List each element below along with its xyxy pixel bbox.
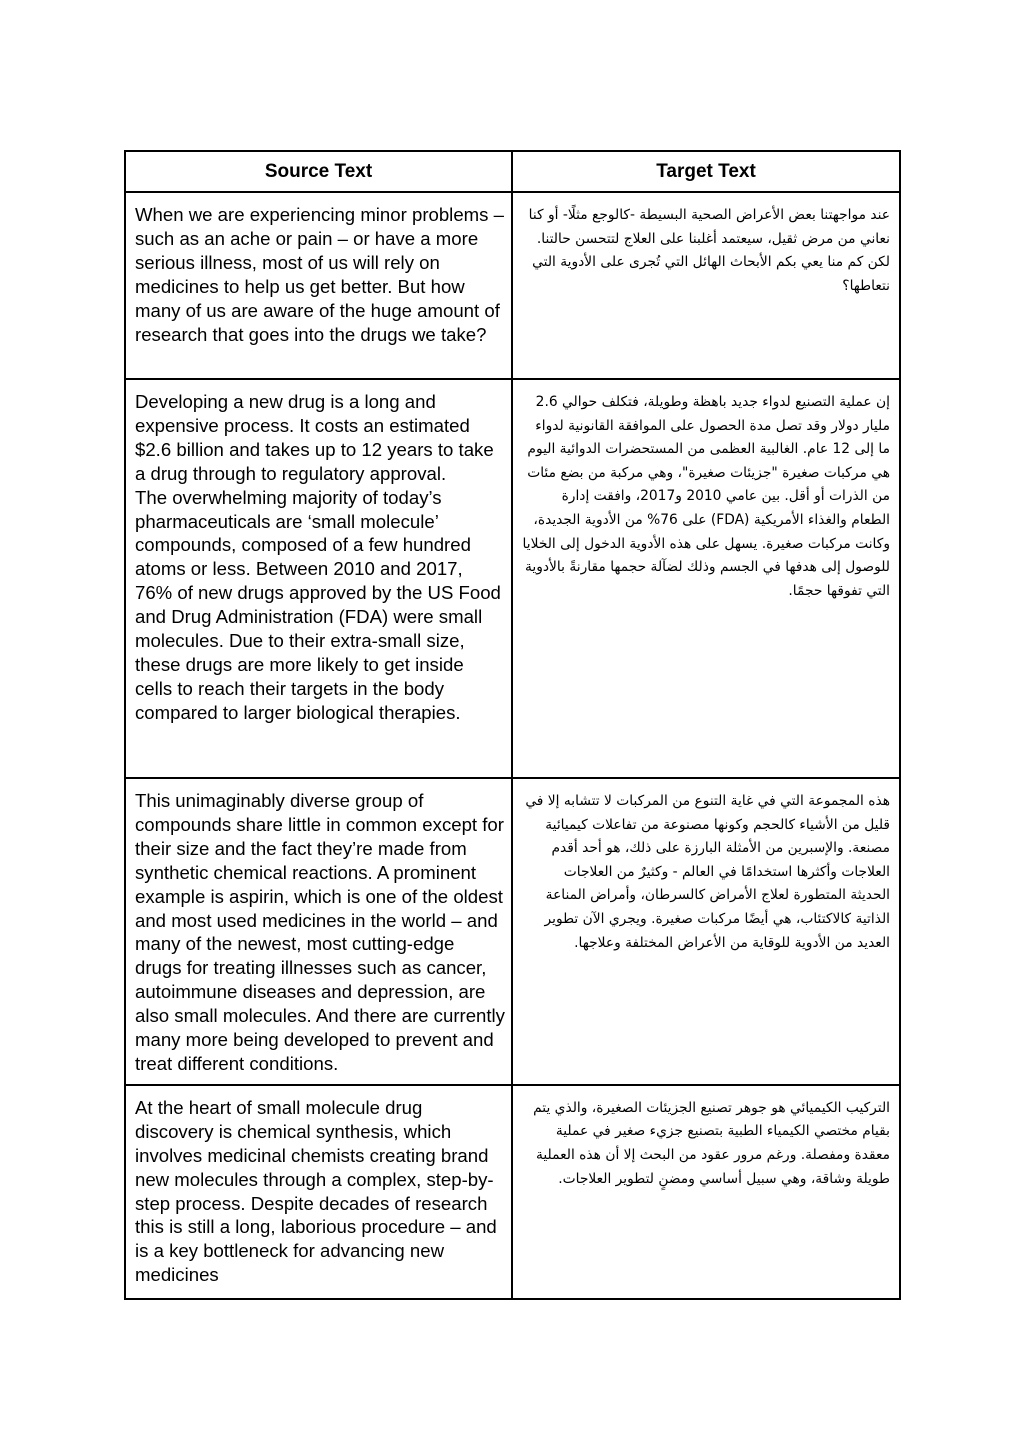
table-row	[125, 1085, 900, 1299]
target-cell	[512, 379, 900, 778]
target-paragraph: هذه المجموعة التي في غاية التنوع من المركبات لا تتشابه إلا في قليل من الأشياء كالحجم وكونها مصنوعة من تفاعلات كيميائية مصنعة. والإسبرين من الأمثلة البارزة على ذلك، هو أحد أقدم العلاجات وأكثرها استخدامًا في العالم - وكثيرٌ من العلاجات الحديثة المتطورة لعلاج الأمراض كالسرطان، وأمراض المناعة الذاتية كالاكتئاب، هي أيضًا مركبات صغيرة. ويجري الآن تطوير العديد من الأدوية للوقاية من الأعراض المختلفة وعلاجها.	[525, 793, 890, 951]
source-paragraph: At the heart of small molecule drug discovery is chemical synthesis, which involves medicinal chemists creating brand new molecules through a complex, step-by-step process. Despite decades of research this is still a long, laborious procedure – and is a key bottleneck for advancing new medicines	[135, 1096, 497, 1286]
translation-table	[124, 150, 901, 1300]
table-row	[125, 778, 900, 1085]
target-cell	[512, 1085, 900, 1299]
target-paragraph: عند مواجهتنا بعض الأعراض الصحية البسيطة -كالوجع مثلًا- أو كنا نعاني من مرض ثقيل، سيعتمد أغلبنا على العلاج لتتحسن حالتنا. لكن كم منا يعي بكم الأبحاث الهائل التي تُجرى على الأدوية التي نتعاطها؟	[528, 207, 890, 294]
target-paragraph: إن عملية التصنيع لدواء جديد باهظة وطويلة، فتكلف حوالي 2.6 مليار دولار وقد تصل مدة الحصول على الموافقة القانونية لدواء ما إلى 12 عام. الغالبية العظمى من المستحضرات الدوائية اليوم هي مركبات صغيرة "جزيئات صغيرة"، وهي مركبة من بضع مئات من الذرات أو أقل. بين عامي 2010 و2017، وافقت إدارة الطعام والغذاء الأمريكية (FDA) على 76% من الأدوية الجديدة، وكانت مركبات صغيرة. يسهل على هذه الأدوية الدخول إلى الخلايا للوصول إلى هدفها في الجسم وذلك لضآلة حجمها مقارنةً بالأدوية التي تفوقها حجمًا.	[522, 394, 890, 599]
target-paragraph: التركيب الكيميائي هو جوهر تصنيع الجزيئات الصغيرة، والذي يتم بقيام مختصي الكيمياء الطبية بتصنيع جزيء صغير في عملية معقدة ومفصلة. ورغم مرور عقود من البحث إلا أن هذه العملية طويلة وشاقة، وهي سبيل أساسي ومضنٍ لتطوير العلاجات.	[533, 1099, 890, 1187]
source-paragraph: This unimaginably diverse group of compounds share little in common except for their size and the fact they’re made from synthetic chemical reactions. A prominent example is aspirin, which is one of the oldest and most used medicines in the world – and many of the newest, most cutting-edge drugs for treating illnesses such as cancer, autoimmune diseases and depression, are also small molecules. And there are currently many more being developed to prevent and treat different conditions.	[135, 790, 505, 1074]
source-cell	[125, 778, 512, 1085]
source-cell	[125, 192, 512, 379]
source-paragraph: When we are experiencing minor problems – such as an ache or pain – or have a more serious illness, most of us will rely on medicines to help us get better. But how many of us are aware of the huge amount of research that goes into the drugs we take?	[135, 204, 504, 345]
target-column-header: Target Text	[512, 151, 900, 192]
table-row	[125, 192, 900, 379]
table-row	[125, 379, 900, 778]
source-column-header: Source Text	[125, 151, 512, 192]
header-row	[125, 151, 900, 192]
target-cell	[512, 778, 900, 1085]
source-cell	[125, 1085, 512, 1299]
target-cell	[512, 192, 900, 379]
source-paragraph: The overwhelming majority of today’s pharmaceuticals are ‘small molecule’ compounds, composed of a few hundred atoms or less. Between 2010 and 2017, 76% of new drugs approved by the US Food and Drug Administration (FDA) were small molecules. Due to their extra-small size, these drugs are more likely to get inside cells to reach their targets in the body compared to larger biological therapies.	[135, 486, 501, 723]
source-cell	[125, 379, 512, 778]
source-paragraph: Developing a new drug is a long and expensive process. It costs an estimated $2.6 billion and takes up to 12 years to take a drug through to regulatory approval.	[135, 391, 494, 484]
